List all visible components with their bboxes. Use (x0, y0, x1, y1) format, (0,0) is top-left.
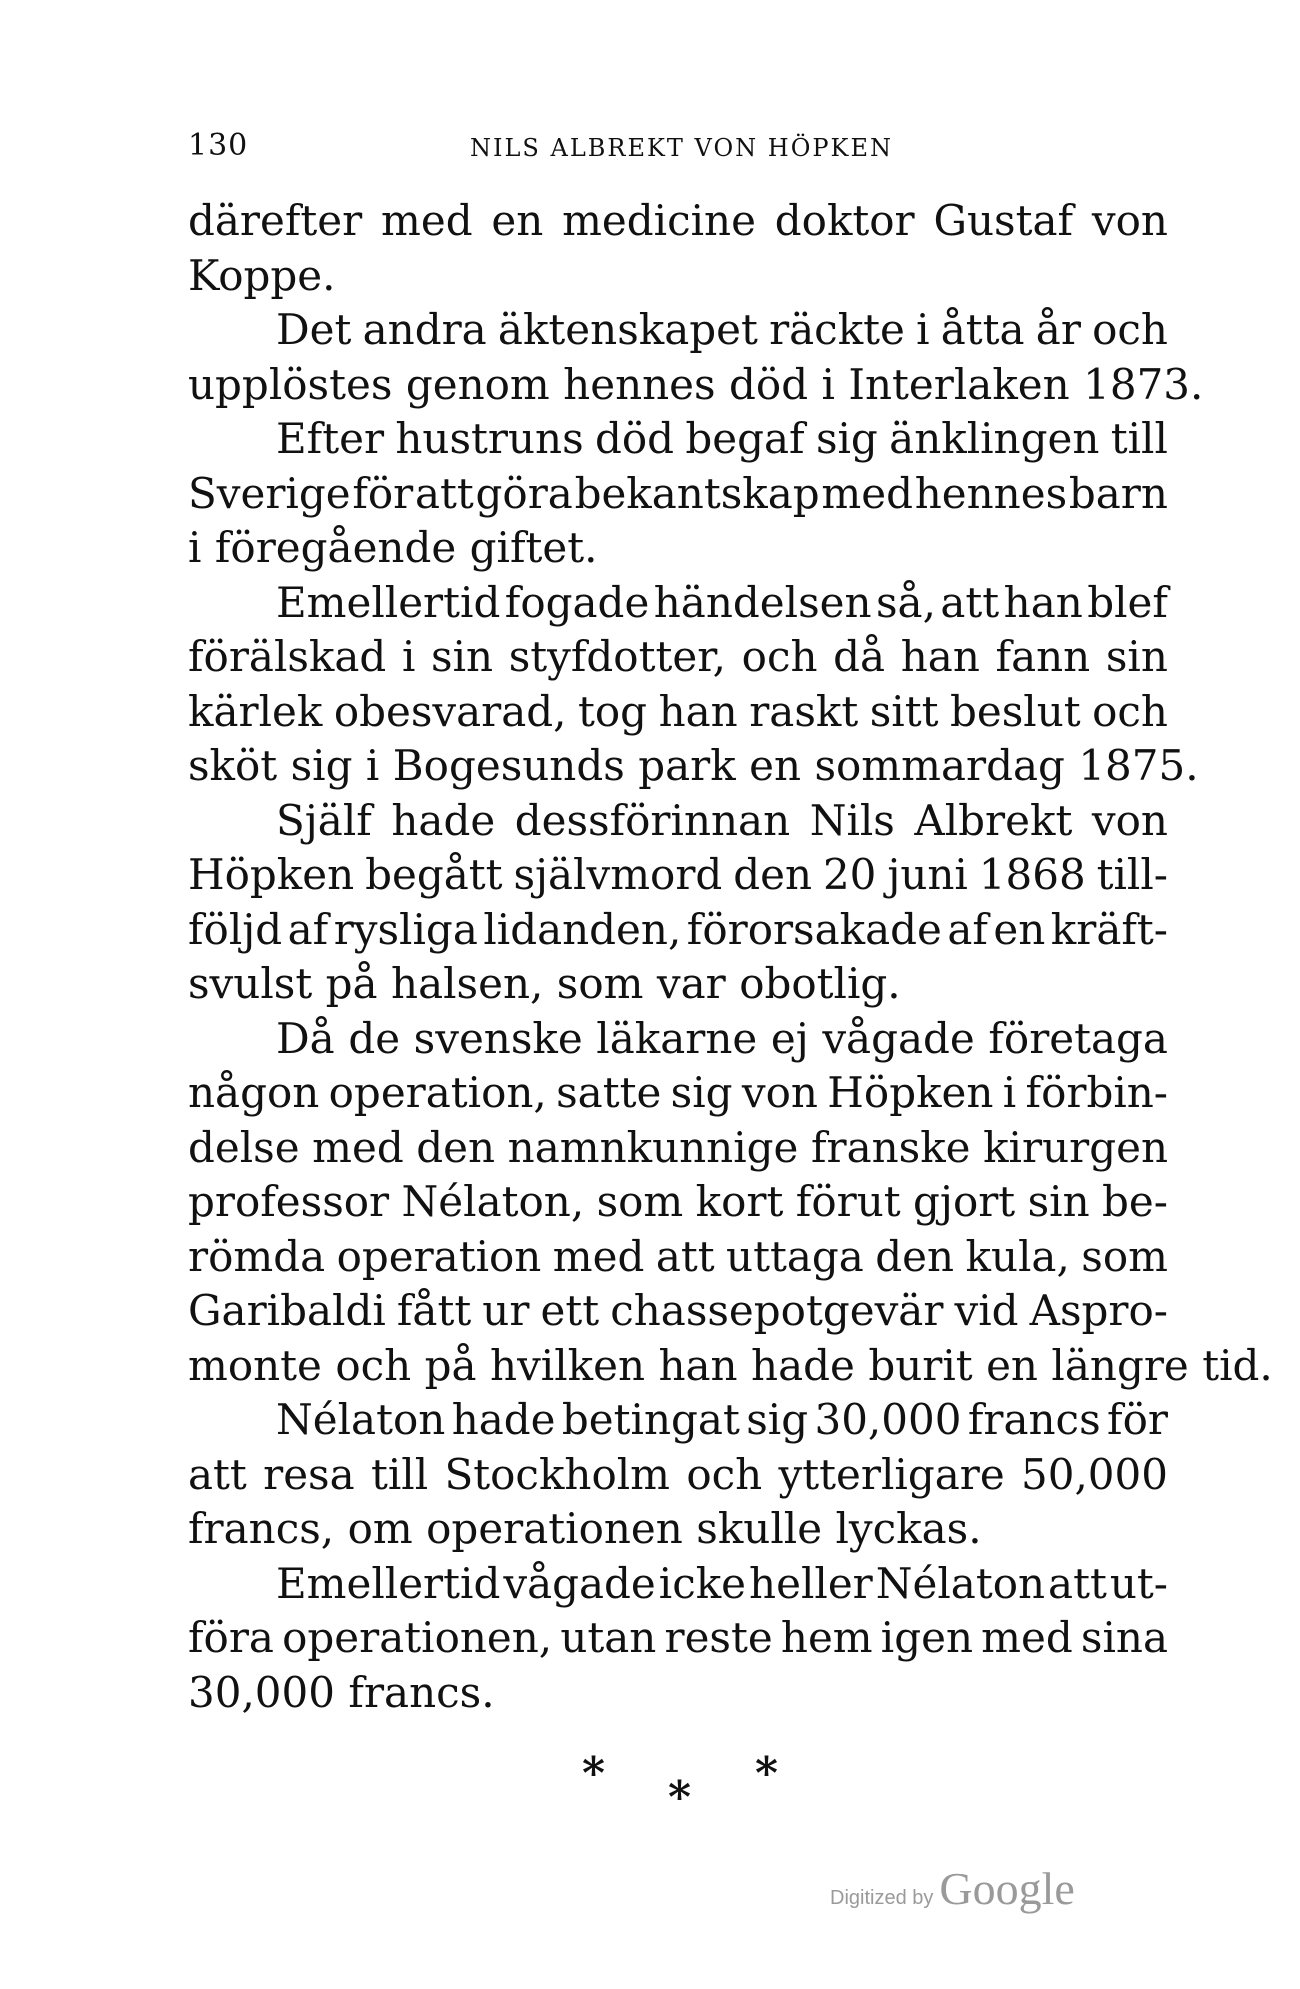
text-line: Garibaldi fått ur ett chassepotgevär vid Aspro- (188, 1286, 1168, 1335)
digitized-watermark (830, 1862, 1075, 1915)
text-line: professor Nélaton, som kort förut gjort sin be- (188, 1177, 1168, 1226)
text-line: Emellertid vågade icke heller Nélaton att ut- (276, 1558, 1168, 1608)
text-line: i föregående giftet. (188, 523, 598, 572)
text-line: römda operation med att uttaga den kula, som (188, 1231, 1168, 1281)
text-line: francs, om operationen skulle lyckas. (188, 1504, 982, 1553)
text-line: följd af rysliga lidanden, förorsakade af en kräft- (188, 904, 1168, 954)
asterisk-ornament-left: * (582, 1748, 606, 1799)
text-line: Emellertid fogade händelsen så, att han blef (276, 577, 1168, 627)
text-line: Nélaton hade betingat sig 30,000 francs för (276, 1395, 1168, 1444)
text-line: 30,000 francs. (188, 1667, 495, 1717)
running-title: NILS ALBREKT VON HÖPKEN (470, 134, 893, 162)
text-line: sköt sig i Bogesunds park en sommardag 1875. (188, 741, 1199, 790)
running-head (188, 128, 1168, 168)
asterisk-ornament-center: * (668, 1772, 692, 1823)
text-line: därefter med en medicine doktor Gustaf von (188, 196, 1168, 245)
text-line: Höpken begått självmord den 20 juni 1868 till- (188, 850, 1168, 899)
text-line: delse med den namnkunnige franske kirurgen (188, 1122, 1168, 1172)
text-line: Koppe. (188, 250, 336, 300)
text-line: Det andra äktenskapet räckte i åtta år och (276, 305, 1168, 354)
google-wordmark: Google (939, 1863, 1075, 1914)
asterisk-ornament-right: * (755, 1748, 779, 1799)
digitized-label: Digitized by (830, 1887, 934, 1909)
text-line: kärlek obesvarad, tog han raskt sitt beslut och (188, 686, 1168, 736)
body-text (188, 194, 1273, 1720)
text-line: monte och på hvilken han hade burit en längre tid. (188, 1340, 1273, 1390)
text-line: Själf hade dessförinnan Nils Albrekt von (276, 795, 1168, 845)
text-line: någon operation, satte sig von Höpken i förbin- (188, 1068, 1168, 1117)
text-line: Efter hustruns död begaf sig änklingen till (276, 414, 1168, 463)
text-line: upplöstes genom hennes död i Interlaken 1873. (188, 359, 1204, 409)
text-line: svulst på halsen, som var obotlig. (188, 959, 901, 1008)
text-line: Sverige för att göra bekantskap med hennes barn (188, 468, 1168, 518)
text-line: Då de svenske läkarne ej vågade företaga (276, 1013, 1168, 1063)
text-line: förälskad i sin styfdotter, och då han fann sin (188, 632, 1168, 681)
text-line: föra operationen, utan reste hem igen med sina (188, 1613, 1168, 1662)
page-number: 130 (188, 128, 249, 163)
text-line: att resa till Stockholm och ytterligare 50,000 (188, 1449, 1168, 1499)
